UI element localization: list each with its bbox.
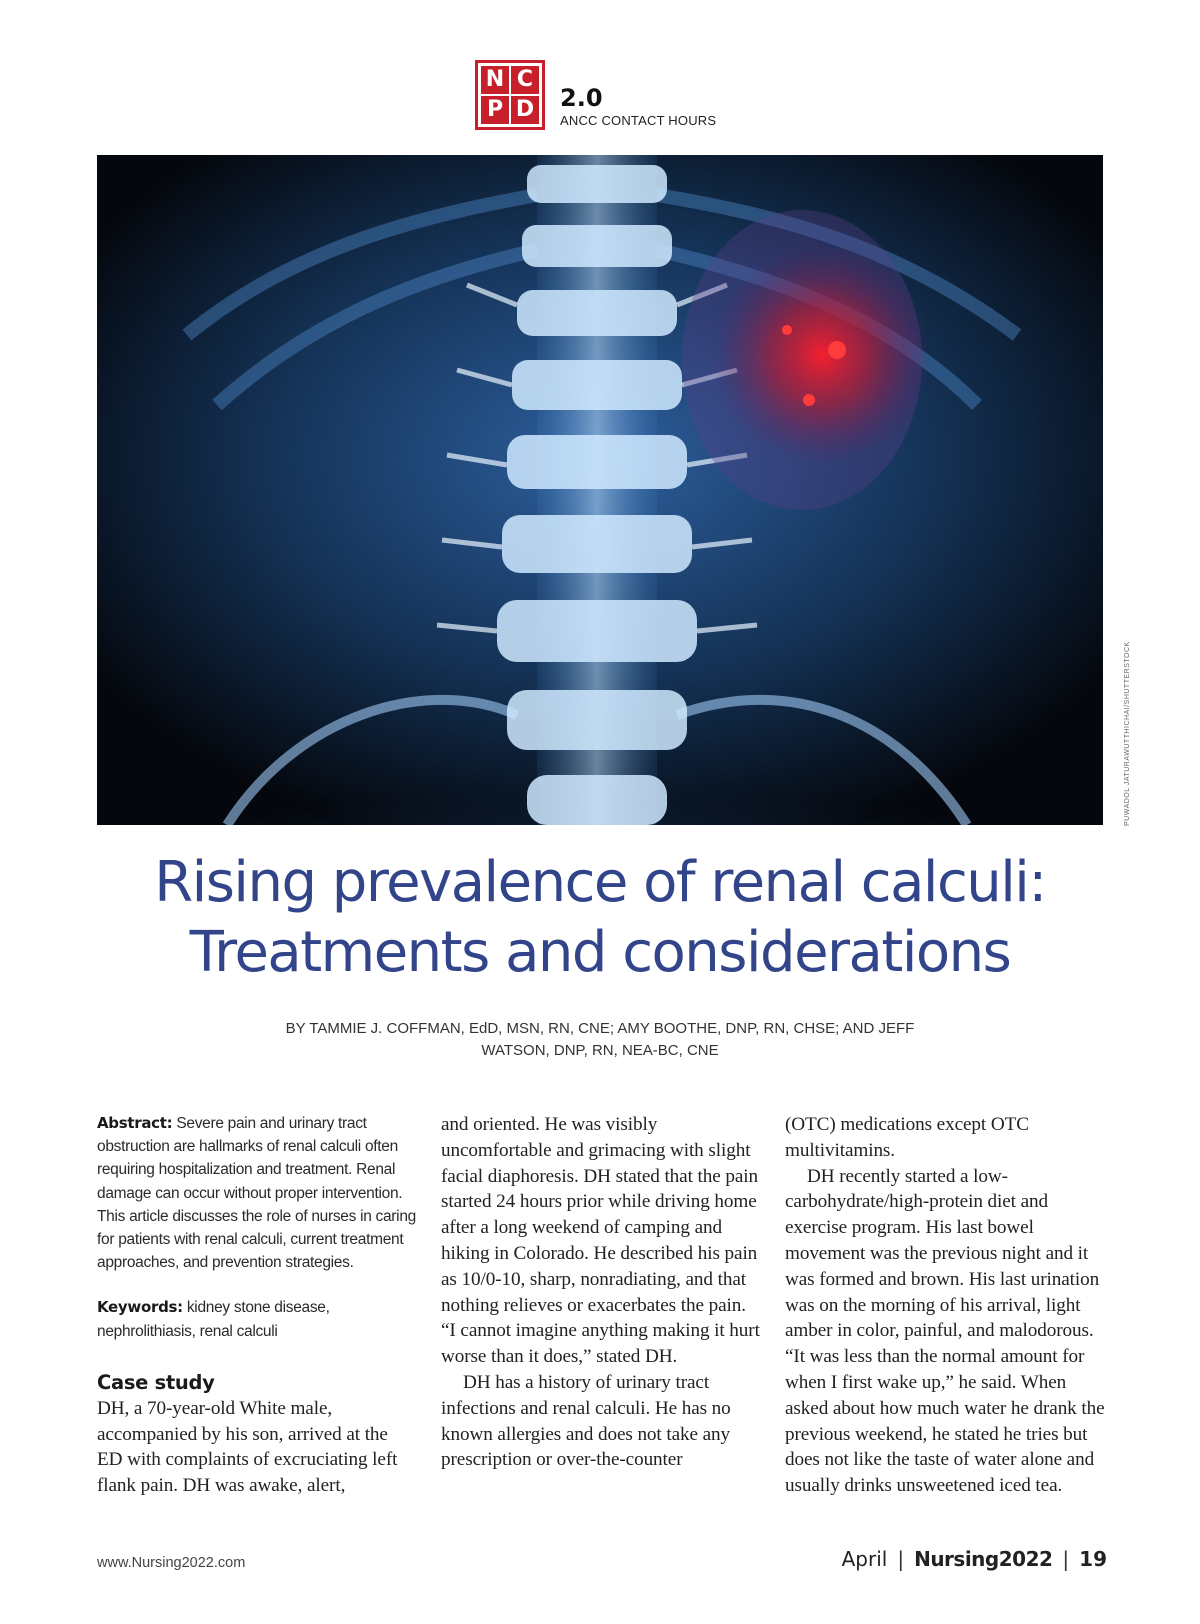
column-3 xyxy=(785,1112,1107,1499)
keywords-label: Keywords: xyxy=(97,1298,183,1317)
footer-url: www.Nursing2022.com xyxy=(97,1555,246,1571)
ncpd-letter-c: C xyxy=(511,66,539,94)
photo-credit: PUWADOL JATURAWUTTHICHAI/SHUTTERSTOCK xyxy=(1124,641,1131,826)
case-study-text-col3-p2: DH recently started a low-carbohydrate/high-protein diet and exercise program. His last bowel movement was the previous night and it was formed and brown. His last urination was on the morning of his arrival, light amber in color, painful, and malodorous. “It was less than the normal amount for when I first wake up,” he said. When asked about how much water he drank the previous weekend, he stated he tries but does not like the taste of water alone and usually drinks unsweetened iced tea. xyxy=(785,1165,1105,1497)
abstract-label: Abstract: xyxy=(97,1114,173,1132)
ncpd-badge xyxy=(475,60,545,130)
abstract xyxy=(97,1112,417,1274)
ncpd-letter-n: N xyxy=(481,66,509,94)
footer-separator-2: | xyxy=(1062,1547,1070,1571)
case-study-heading: Case study xyxy=(97,1370,215,1394)
footer-month: April xyxy=(841,1547,888,1571)
footer-separator-1: | xyxy=(897,1547,905,1571)
footer-page-number: 19 xyxy=(1079,1547,1107,1571)
contact-hours-label: ANCC CONTACT HOURS xyxy=(560,113,717,128)
keywords xyxy=(97,1296,417,1342)
article-title-line2: Treatments and considerations xyxy=(189,920,1011,985)
contact-hours-value: 2.0 xyxy=(560,84,603,112)
keywords-text: kidney stone disease, nephrolithiasis, renal calculi xyxy=(97,1299,330,1340)
footer-magazine: Nursing2022 xyxy=(914,1547,1053,1571)
case-study-text-col2-p1: and oriented. He was visibly uncomfortable and grimacing with slight facial diaphoresis. DH stated that the pain started 24 hours prior while driving home after a long weekend of camping and hiking in Colorado. He described his pain as 10/0-10, sharp, nonradiating, and that nothing relieves or exacerbates the pain. “I cannot imagine anything making it hurt worse than it does,” stated DH. xyxy=(441,1114,760,1368)
spine-xray-image xyxy=(97,155,1103,825)
case-study-text-col2-p2: DH has a history of urinary tract infections and renal calculi. He has no known allergies and does not take any prescription or over-the-counter xyxy=(441,1371,731,1471)
footer-folio xyxy=(842,1547,1107,1571)
article-title xyxy=(60,848,1140,988)
abstract-text: Severe pain and urinary tract obstruction are hallmarks of renal calculi often requiring hospitalization and treatment. Renal damage can occur without proper intervention. This article discusses the role of nurses in caring for patients with renal calculi, current treatment approaches, and prevention strategies. xyxy=(97,1115,416,1272)
byline-line2: WATSON, DNP, RN, NEA-BC, CNE xyxy=(481,1042,719,1059)
column-1 xyxy=(97,1112,417,1499)
column-2 xyxy=(441,1112,763,1473)
byline-line1: BY TAMMIE J. COFFMAN, EdD, MSN, RN, CNE; AMY BOOTHE, DNP, RN, CHSE; AND JEFF xyxy=(285,1020,915,1037)
ncpd-letter-d: D xyxy=(511,96,539,124)
byline xyxy=(240,1018,960,1062)
case-study-text-col3-p1: (OTC) medications except OTC multivitamins. xyxy=(785,1114,1029,1161)
article-title-line1: Rising prevalence of renal calculi: xyxy=(154,850,1046,915)
case-study-text-col1: DH, a 70-year-old White male, accompanied by his son, arrived at the ED with complaints of excruciating left flank pain. DH was awake, alert, xyxy=(97,1397,398,1497)
ncpd-letter-p: P xyxy=(481,96,509,124)
